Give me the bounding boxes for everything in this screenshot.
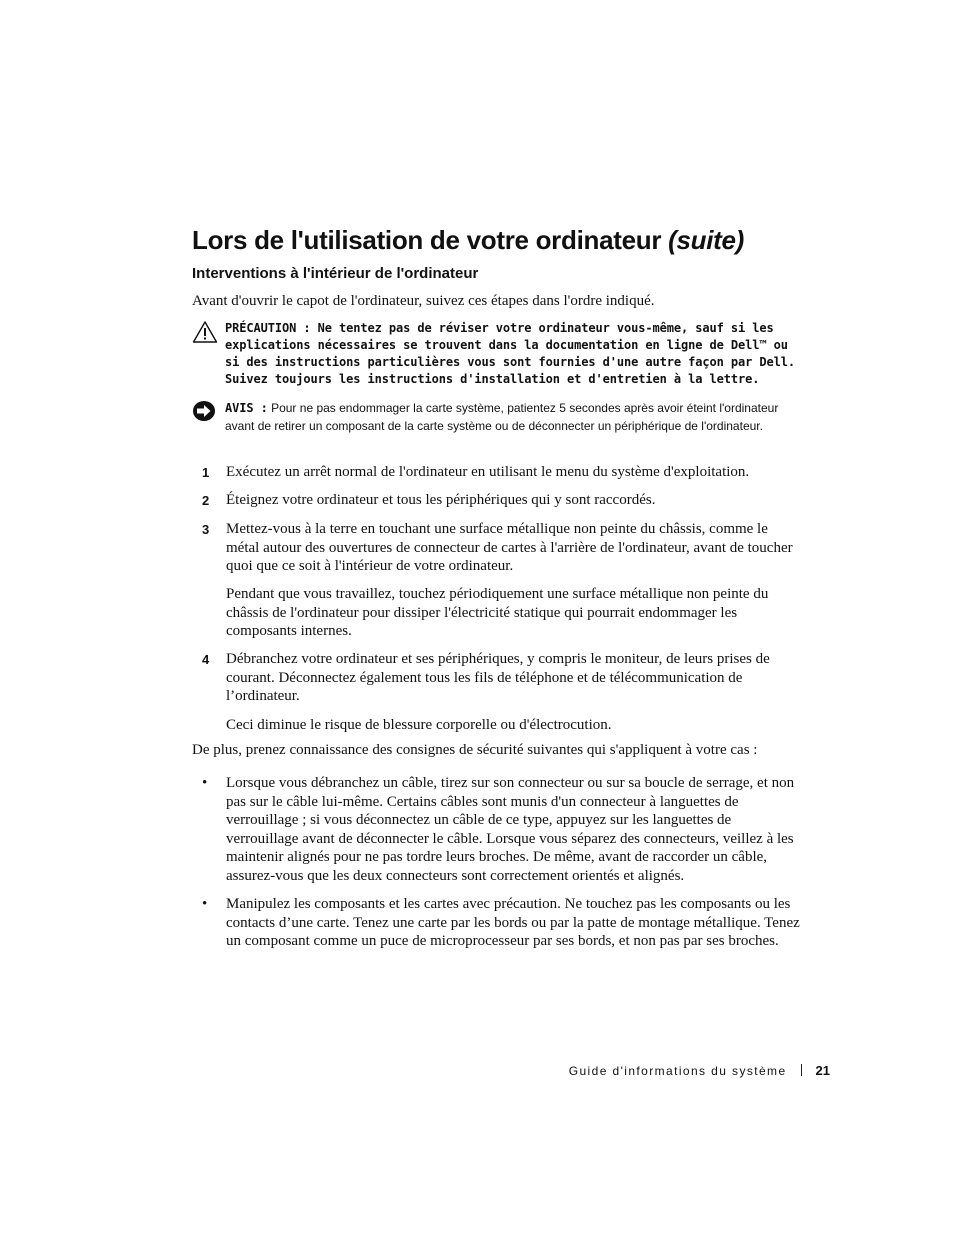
section-heading: Interventions à l'intérieur de l'ordinateur xyxy=(192,265,479,282)
notice-arrow-icon xyxy=(192,400,216,427)
safety-intro-paragraph: De plus, prenez connaissance des consignes de sécurité suivantes qui s'appliquent à votre cas : xyxy=(192,742,758,758)
title-suite: (suite) xyxy=(668,225,745,255)
bullet-marker: • xyxy=(202,896,208,912)
step-followup-paragraph: Pendant que vous travaillez, touchez périodiquement une surface métallique non peinte du châssis de l'ordinateur pour dissiper l'électricité statique qui pourrait endommager les composants internes. xyxy=(226,586,769,640)
title-main: Lors de l'utilisation de votre ordinateur xyxy=(192,225,669,255)
step-number: 4 xyxy=(202,652,210,667)
page-title xyxy=(192,224,744,256)
step-text: Mettez-vous à la terre en touchant une surface métallique non peinte du châssis, comme le métal autour des ouvertures de connecteur de cartes à l'arrière de l'ordinateur, avant de toucher quoi que ce soit à l'intérieur de votre ordinateur. xyxy=(226,521,793,575)
step-text: Éteignez votre ordinateur et tous les périphériques qui y sont raccordés. xyxy=(226,492,656,508)
step-number: 1 xyxy=(202,465,210,480)
caution-text: PRÉCAUTION : Ne tentez pas de réviser votre ordinateur vous-même, sauf si les explications nécessaires se trouvent dans la documentation en ligne de Dell™ ou si des instructions particulières vous sont fournies d'une autre façon par Dell. Suivez toujours les instructions d'installation et d'entretien à la lettre. xyxy=(225,321,795,386)
notice-label: AVIS : xyxy=(225,401,268,415)
page-footer xyxy=(450,1062,830,1080)
notice-body: Pour ne pas endommager la carte système, patientez 5 secondes après avoir éteint l'ordinateur avant de retirer un composant de la carte système ou de déconnecter un périphérique de l'ordinateur. xyxy=(225,401,779,433)
footer-separator xyxy=(801,1064,802,1076)
step-followup-paragraph: Ceci diminue le risque de blessure corporelle ou d'électrocution. xyxy=(226,717,612,733)
step-text: Exécutez un arrêt normal de l'ordinateur en utilisant le menu du système d'exploitation. xyxy=(226,464,750,480)
step-number: 2 xyxy=(202,493,210,508)
page-number: 21 xyxy=(815,1063,830,1078)
bullet-text: Manipulez les composants et les cartes avec précaution. Ne touchez pas les composants ou les contacts d’une carte. Tenez une carte par les bords ou par la patte de montage métallique. Tenez un composant comme un puce de microprocesseur par ses bords, et non pas par ses broches. xyxy=(226,896,800,950)
warning-triangle-icon xyxy=(192,320,218,349)
bullet-marker: • xyxy=(202,775,208,791)
intro-paragraph: Avant d'ouvrir le capot de l'ordinateur, suivez ces étapes dans l'ordre indiqué. xyxy=(192,293,655,309)
step-number: 3 xyxy=(202,522,210,537)
step-text: Débranchez votre ordinateur et ses périphériques, y compris le moniteur, de leurs prises de courant. Déconnectez également tous les fils de téléphone et de télécommunication de l’ordinateur. xyxy=(226,651,770,705)
notice-text xyxy=(225,400,805,435)
bullet-text: Lorsque vous débranchez un câble, tirez sur son connecteur ou sur sa boucle de serrage, et non pas sur le câble lui-même. Certains câbles sont munis d'un connecteur à languettes de verrouillage ; si vous déconnectez un câble de ce type, appuyez sur les languettes de verrouillage avant de déconnecter le câble. Lorsque vous séparez des connecteurs, veillez à les maintenir alignés pour ne pas tordre leurs broches. De même, avant de raccorder un câble, assurez-vous que les deux connecteurs sont correctement orientés et alignés. xyxy=(226,775,795,884)
footer-guide-title: Guide d'informations du système xyxy=(568,1064,787,1078)
